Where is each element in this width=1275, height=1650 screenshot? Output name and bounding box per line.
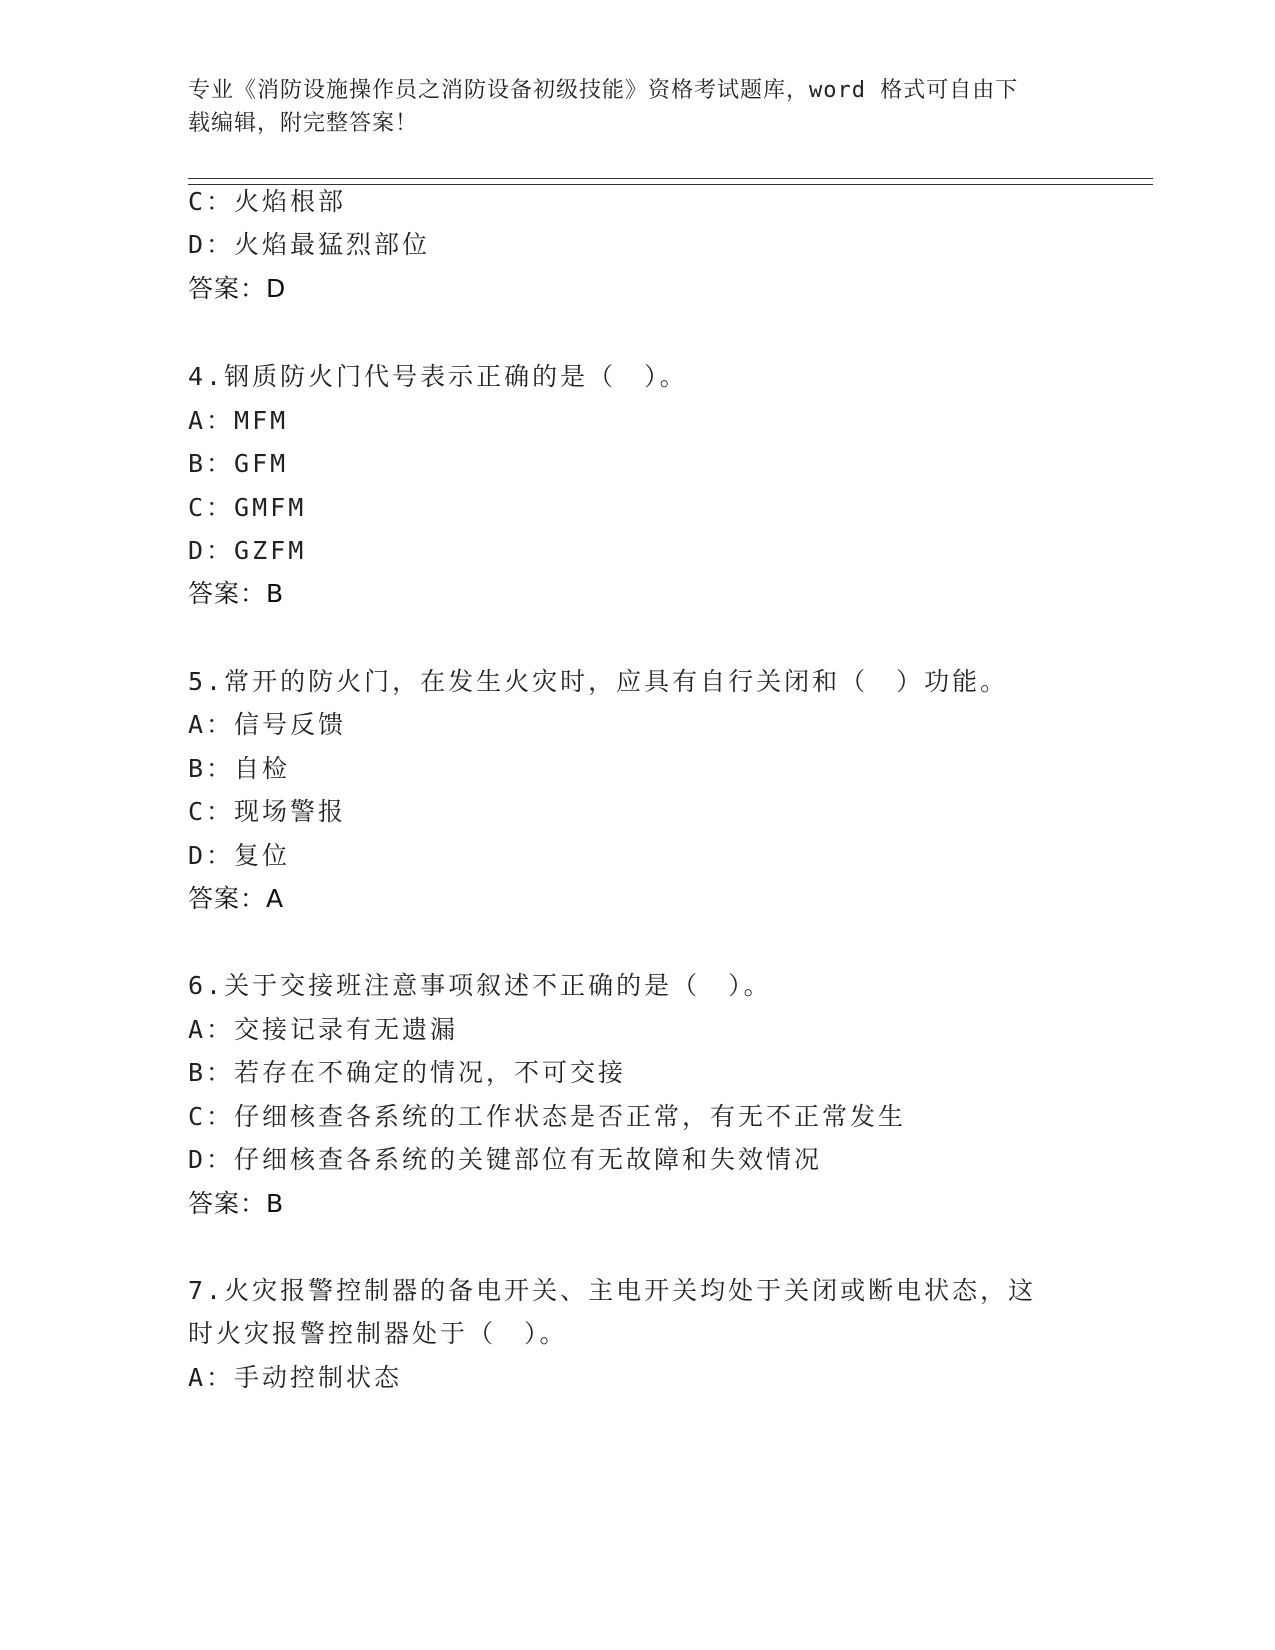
option-b: B：自检	[188, 754, 291, 783]
option-c: C：仔细核查各系统的工作状态是否正常，有无不正常发生	[188, 1102, 907, 1131]
document-header	[188, 74, 1068, 140]
question-7-stem-line-2: 时火灾报警控制器处于（ ）。	[188, 1319, 568, 1348]
option-c: C：GMFM	[188, 493, 307, 522]
option-c: C：现场警报	[188, 797, 347, 826]
question-6-stem: 6.关于交接班注意事项叙述不正确的是（ ）。	[188, 971, 772, 1000]
question-5-stem: 5.常开的防火门，在发生火灾时，应具有自行关闭和（ ）功能。	[188, 667, 1009, 696]
option-d: D：仔细核查各系统的关键部位有无故障和失效情况	[188, 1145, 823, 1174]
header-line-2: 载编辑，附完整答案！	[188, 111, 419, 136]
option-a: A：手动控制状态	[188, 1363, 403, 1392]
answer: 答案：A	[188, 884, 285, 913]
answer: 答案：D	[188, 274, 287, 303]
option-a: A：MFM	[188, 406, 289, 435]
question-4-stem: 4.钢质防火门代号表示正确的是（ ）。	[188, 362, 688, 391]
option-d: D：GZFM	[188, 536, 307, 565]
header-divider	[188, 178, 1153, 185]
option-b: B：GFM	[188, 449, 289, 478]
option-b: B：若存在不确定的情况，不可交接	[188, 1058, 627, 1087]
option-a: A：信号反馈	[188, 710, 347, 739]
option-a: A：交接记录有无遗漏	[188, 1015, 459, 1044]
header-line-1: 专业《消防设施操作员之消防设备初级技能》资格考试题库，word 格式可自由下	[188, 78, 1019, 103]
option-d: D：复位	[188, 841, 291, 870]
option-c: C：火焰根部	[188, 187, 347, 216]
answer: 答案：B	[188, 579, 285, 608]
option-d: D：火焰最猛烈部位	[188, 230, 431, 259]
question-7-stem-line-1: 7.火灾报警控制器的备电开关、主电开关均处于关闭或断电状态，这	[188, 1276, 1037, 1305]
answer: 答案：B	[188, 1189, 285, 1218]
document-page	[188, 0, 1153, 1650]
